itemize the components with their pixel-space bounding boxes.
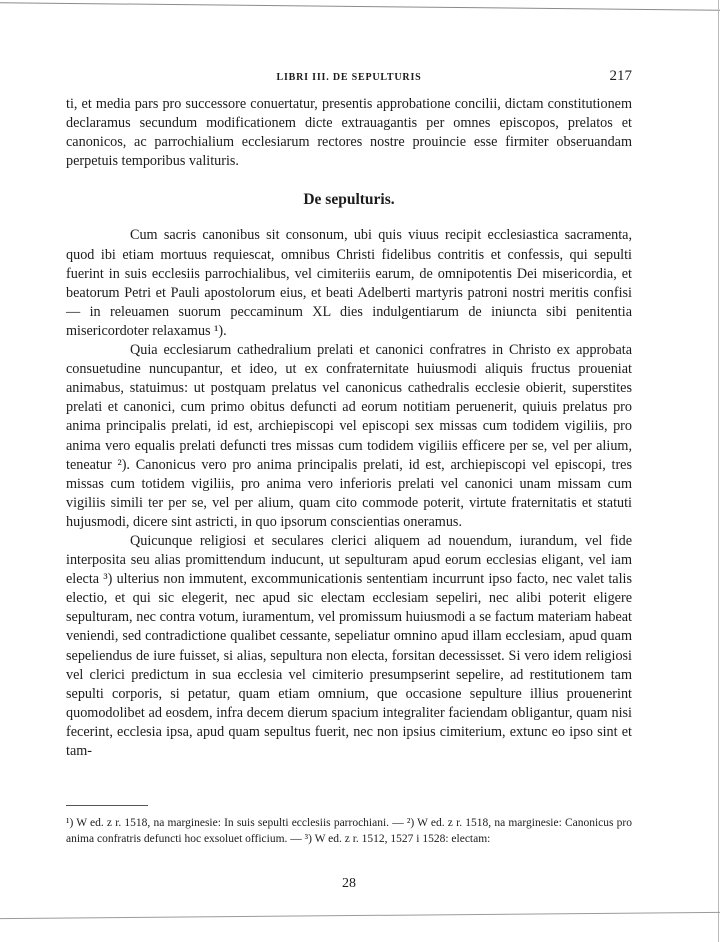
footnotes: ¹) W ed. z r. 1518, na marginesie: In suis sepulti ecclesiis parrochiani. — ²) W ed. z r. 1518, na marginesie: Canonicus pro anima confratris defuncti hoc exsoluet officium. — ³) W ed. z r. 1512, 1527 i 1528: electam: bbox=[66, 817, 632, 845]
footnote-rule bbox=[66, 805, 148, 806]
section-heading: De sepulturis. bbox=[303, 191, 395, 209]
paragraph-burial-indulgence: Cum sacris canonibus sit consonum, ubi quis viuus recipit ecclesiastica sacramenta, quod ibi etiam mortuus requiescat, omnibus Christi fidelibus contritis et confessis, qui sepulti fuerint in suis ecclesiis parrochialibus, vel cimiteriis earum, de omnipotentis Dei misericordia, et beatorum Petri et Pauli apostolorum eius, et beati Adelberti martyris patroni nostri meritis confisi — in releuamen suorum peccaminum XL dies indulgentiarum de iniuncta sibi penitentia misericordoter relaxamus ¹). bbox=[66, 227, 632, 339]
paragraph-confraternity: Quia ecclesiarum cathedralium prelati et canonici confratres in Christo ex approbata consuetudine nuncupantur, et ideo, ut ex confraternitate huiusmodi aliquis fructus proueniat animabus, statuimus: ut postquam prelatus vel canonicus cathedralis ecclesie obierit, superstites prelati et canonici, cum primo obitus defuncti ad eorum notitiam peruenerit, quiuis prelatus pro anima principalis prelati, id est, archiepiscopi vel episcopi sex missas cum todidem vigiliis, pro anima vero equalis prelati defuncti tres missas cum todidem vigiliis efficere per se, vel per alium, teneatur ²). Canonicus vero pro anima principalis prelati, id est, archiepiscopi vel episcopi, tres missas cum totidem vigiliis, pro anima vero inferioris prelati vel canonici unam missam cum vigiliis simili ter per se, vel per alium, quam cito commode poterit, virtute fraternitatis et statuti hujusmodi, dicere sint astricti, in quo ipsorum conscientias oneramus. bbox=[66, 342, 632, 530]
scan-edge-right bbox=[718, 0, 719, 942]
paragraph-burial-choice: Quicunque religiosi et seculares clerici aliquem ad nouendum, iurandum, vel fide interposita seu alias promittendum inducunt, ut sepulturam apud eorum ecclesias eligant, vel iam electa ³) ulterius non immutent, excommunicationis sententiam incurrunt ipso facto, nec valet talis electio, et qui sic elegerit, nec apud sic electam ecclesiam sepeliri, nec alibi poterit eligere sepulturam, nec contra votum, iuramentum, vel promissum huiusmodi a se factum materiam habeat veniendi, sed contradictione qualibet cessante, sepeliatur omnino apud illam ecclesiam, apud quam sepeliendus de iure fuisset, si alias, sepultura non electa, forsitan decessisset. Si vero idem religiosi vel clerici predictum in sua ecclesia vel cimiterio presumpserint sepelire, ad restitutionem tam sepulti corporis, si petatur, quam etiam omnium, que occasione sepulture illius prouenerint quomodolibet ad eosdem, infra decem dierum spacium integraliter faciendam obligantur, quam nisi fecerint, ecclesia ipsa, apud quam sepultus fuerit, nec non ipsius cimiterium, extunc eo ipso sint et tam- bbox=[66, 532, 632, 759]
page-number: 217 bbox=[609, 68, 632, 84]
scan-edge-top bbox=[0, 2, 720, 23]
page-header bbox=[66, 68, 632, 88]
scan-edge-bottom bbox=[0, 912, 720, 931]
signature-mark: 28 bbox=[342, 876, 356, 891]
running-head: LIBRI III. DE SEPULTURIS bbox=[276, 72, 422, 83]
book-page bbox=[66, 60, 632, 900]
paragraph-continuation: ti, et media pars pro successore conuertatur, presentis approbatione concilii, dictam constitutionem declaramus secundum modificationem dicte extrauagantis per omnes episcopos, prelatos et canonicos, ac parrochialium ecclesiarum rectores nostre prouincie esse firmiter obseruandam perpetuis temporibus valituris. bbox=[66, 96, 632, 170]
body-text bbox=[66, 95, 632, 761]
